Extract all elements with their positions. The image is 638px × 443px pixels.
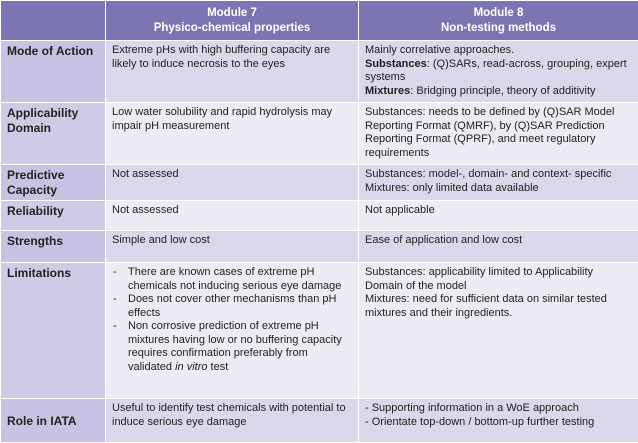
module8-cell: Ease of application and low cost [359, 231, 638, 263]
module8-intro: Mainly correlative approaches. [365, 44, 633, 58]
module8-mixtures [365, 85, 633, 99]
mixtures-text: : Bridging principle, theory of additivity [410, 85, 595, 97]
list-item-text: There are known cases of extreme pH chemicals not inducing serious eye damage [128, 266, 341, 292]
row-label: Strengths [1, 231, 106, 263]
substances-text: : (Q)SARs, read-across, grouping, expert systems [365, 58, 627, 84]
mixtures-label: Mixtures [365, 85, 410, 97]
row-limitations [1, 263, 638, 399]
limitations-list [112, 266, 353, 374]
row-mode-of-action [1, 41, 638, 103]
row-label: Reliability [1, 201, 106, 231]
header-row [1, 1, 638, 41]
module8-line: - Orientate top-down / bottom-up further testing [365, 416, 633, 430]
module8-cell [359, 263, 638, 399]
module8-line: Mixtures: only limited data available [365, 182, 633, 196]
module7-cell: Useful to identify test chemicals with potential to induce serious eye damage [106, 399, 359, 443]
row-role-in-iata [1, 399, 638, 443]
row-label: Role in IATA [1, 399, 106, 443]
module8-line: Substances: model-, domain- and context- specific [365, 168, 633, 182]
header-corner [1, 1, 106, 41]
list-item-text: Does not cover other mechanisms than pH effects [128, 293, 337, 319]
row-label: Predictive Capacity [1, 165, 106, 201]
list-item-text: Non corrosive prediction of extreme pH mixtures having low or no buffering capacity requires confirmation preferably from validated [128, 320, 342, 373]
module7-title: Module 7 [111, 6, 353, 21]
module7-cell: Not assessed [106, 165, 359, 201]
row-strengths [1, 231, 638, 263]
module8-line: Substances: applicability limited to Applicability Domain of the model [365, 266, 633, 293]
italic-text: in vitro [175, 361, 207, 373]
module7-cell [106, 263, 359, 399]
row-label: Mode of Action [1, 41, 106, 103]
module8-cell: Substances: needs to be defined by (Q)SAR Model Reporting Format (QMRF), by (Q)SAR Prediction Reporting Format (QPRF), and meet regulatory requirements [359, 103, 638, 165]
module8-substances [365, 58, 633, 85]
module8-cell: Not applicable [359, 201, 638, 231]
list-item [112, 266, 353, 293]
list-item [112, 293, 353, 320]
module8-cell [359, 399, 638, 443]
list-item [112, 320, 353, 374]
module7-subtitle: Physico-chemical properties [111, 21, 353, 36]
module7-cell: Extreme pHs with high buffering capacity are likely to induce necrosis to the eyes [106, 41, 359, 103]
list-item-end: test [208, 361, 229, 373]
module7-cell: Simple and low cost [106, 231, 359, 263]
header-module7 [106, 1, 359, 41]
module7-cell: Not assessed [106, 201, 359, 231]
row-applicability-domain [1, 103, 638, 165]
module8-cell [359, 165, 638, 201]
module8-line: Mixtures: need for sufficient data on similar tested mixtures and their ingredients. [365, 293, 633, 320]
dash-bullet: - [113, 293, 117, 307]
dash-bullet: - [113, 320, 117, 334]
substances-label: Substances [365, 58, 427, 70]
module7-cell: Low water solubility and rapid hydrolysis may impair pH measurement [106, 103, 359, 165]
row-predictive-capacity [1, 165, 638, 201]
module8-title: Module 8 [364, 6, 633, 21]
row-reliability [1, 201, 638, 231]
module8-line: - Supporting information in a WoE approach [365, 402, 633, 416]
header-module8 [359, 1, 638, 41]
module8-cell [359, 41, 638, 103]
dash-bullet: - [113, 266, 117, 280]
row-label: Limitations [1, 263, 106, 399]
row-label: Applicability Domain [1, 103, 106, 165]
module8-subtitle: Non-testing methods [364, 21, 633, 36]
